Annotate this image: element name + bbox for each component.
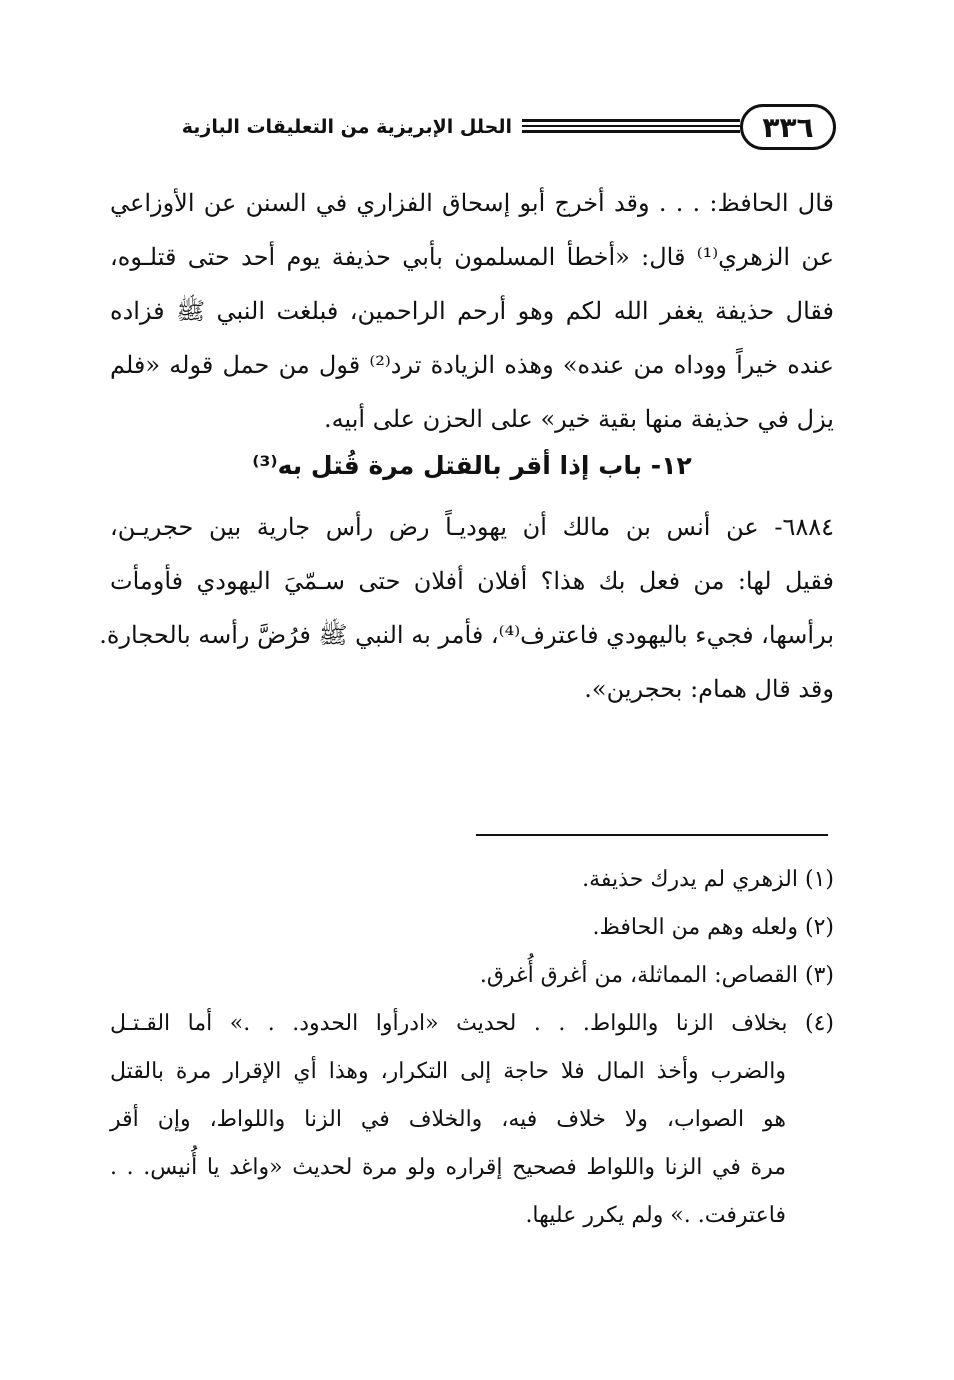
hadith-text <box>99 500 834 716</box>
chapter-heading: ١٢- باب إذا أقر بالقتل مرة قُتل به⁽³⁾ <box>252 451 692 480</box>
footnote-4-continuation: هو الصواب، ولا خلاف فيه، والخلاف في الزنا واللواط، وإن أقر <box>110 1107 786 1132</box>
text-line: قال الحافظ: . . . وقد أخرج أبو إسحاق الفزاري في السنن عن الأوزاعي <box>110 189 834 217</box>
page-header <box>112 104 836 156</box>
text-line: عن الزهري⁽¹⁾ قال: «أخطأ المسلمون بأبي حذيفة يوم أحد حتى قتلـوه، <box>110 243 834 271</box>
text-line: ٦٨٨٤- عن أنس بن مالك أن يهوديـاً رض رأس جارية بين حجريـن، <box>110 513 834 541</box>
footnote-2: (٢) ولعله وهم من الحافظ. <box>592 915 834 940</box>
text-line: برأسها، فجيء باليهودي فاعترف⁽⁴⁾، فأمر به النبي ﷺ فرُضَّ رأسه بالحجارة. <box>99 621 834 649</box>
text-line: يزل في حذيفة منها بقية خير» على الحزن على أبيه. <box>324 405 834 433</box>
text-line: وقد قال همام: بحجرين». <box>584 675 834 703</box>
footnote-1: (١) الزهري لم يدرك حذيفة. <box>582 867 834 892</box>
footnote-divider <box>476 834 828 836</box>
commentary-paragraph <box>110 176 834 446</box>
text-line: فقيل لها: من فعل بك هذا؟ أفلان أفلان حتى سـمّيَ اليهودي فأومأت <box>110 567 834 595</box>
running-title: الحلل الإبريزية من التعليقات البازية <box>181 116 512 138</box>
page-number: ٣٣٦ <box>762 110 814 144</box>
text-line: فقال حذيفة يغفر الله لكم وهو أرحم الراحمين، فبلغت النبي ﷺ فزاده <box>110 297 834 325</box>
page-number-badge <box>740 104 836 150</box>
footnote-3: (٣) القصاص: المماثلة، من أغرق أُغرق. <box>479 963 834 988</box>
header-rule <box>522 119 740 133</box>
footnotes <box>110 856 834 1240</box>
footnote-4: (٤) بخلاف الزنا واللواط. . . لحديث «ادرأوا الحدود. . .» أما القـتـل <box>110 1011 834 1036</box>
footnote-4-continuation: فاعترفت. .» ولم يكرر عليها. <box>525 1203 786 1228</box>
text-line: عنده خيراً ووداه من عنده» وهذه الزيادة ترد⁽²⁾ قول من حمل قوله «فلم <box>110 351 834 379</box>
footnote-4-continuation: مرة في الزنا واللواط فصحيح إقراره ولو مرة لحديث «واغد يا أُنيس. . . <box>110 1155 786 1180</box>
footnote-4-continuation: والضرب وأخذ المال فلا حاجة إلى التكرار، وهذا أي الإقرار مرة بالقتل <box>110 1059 786 1084</box>
